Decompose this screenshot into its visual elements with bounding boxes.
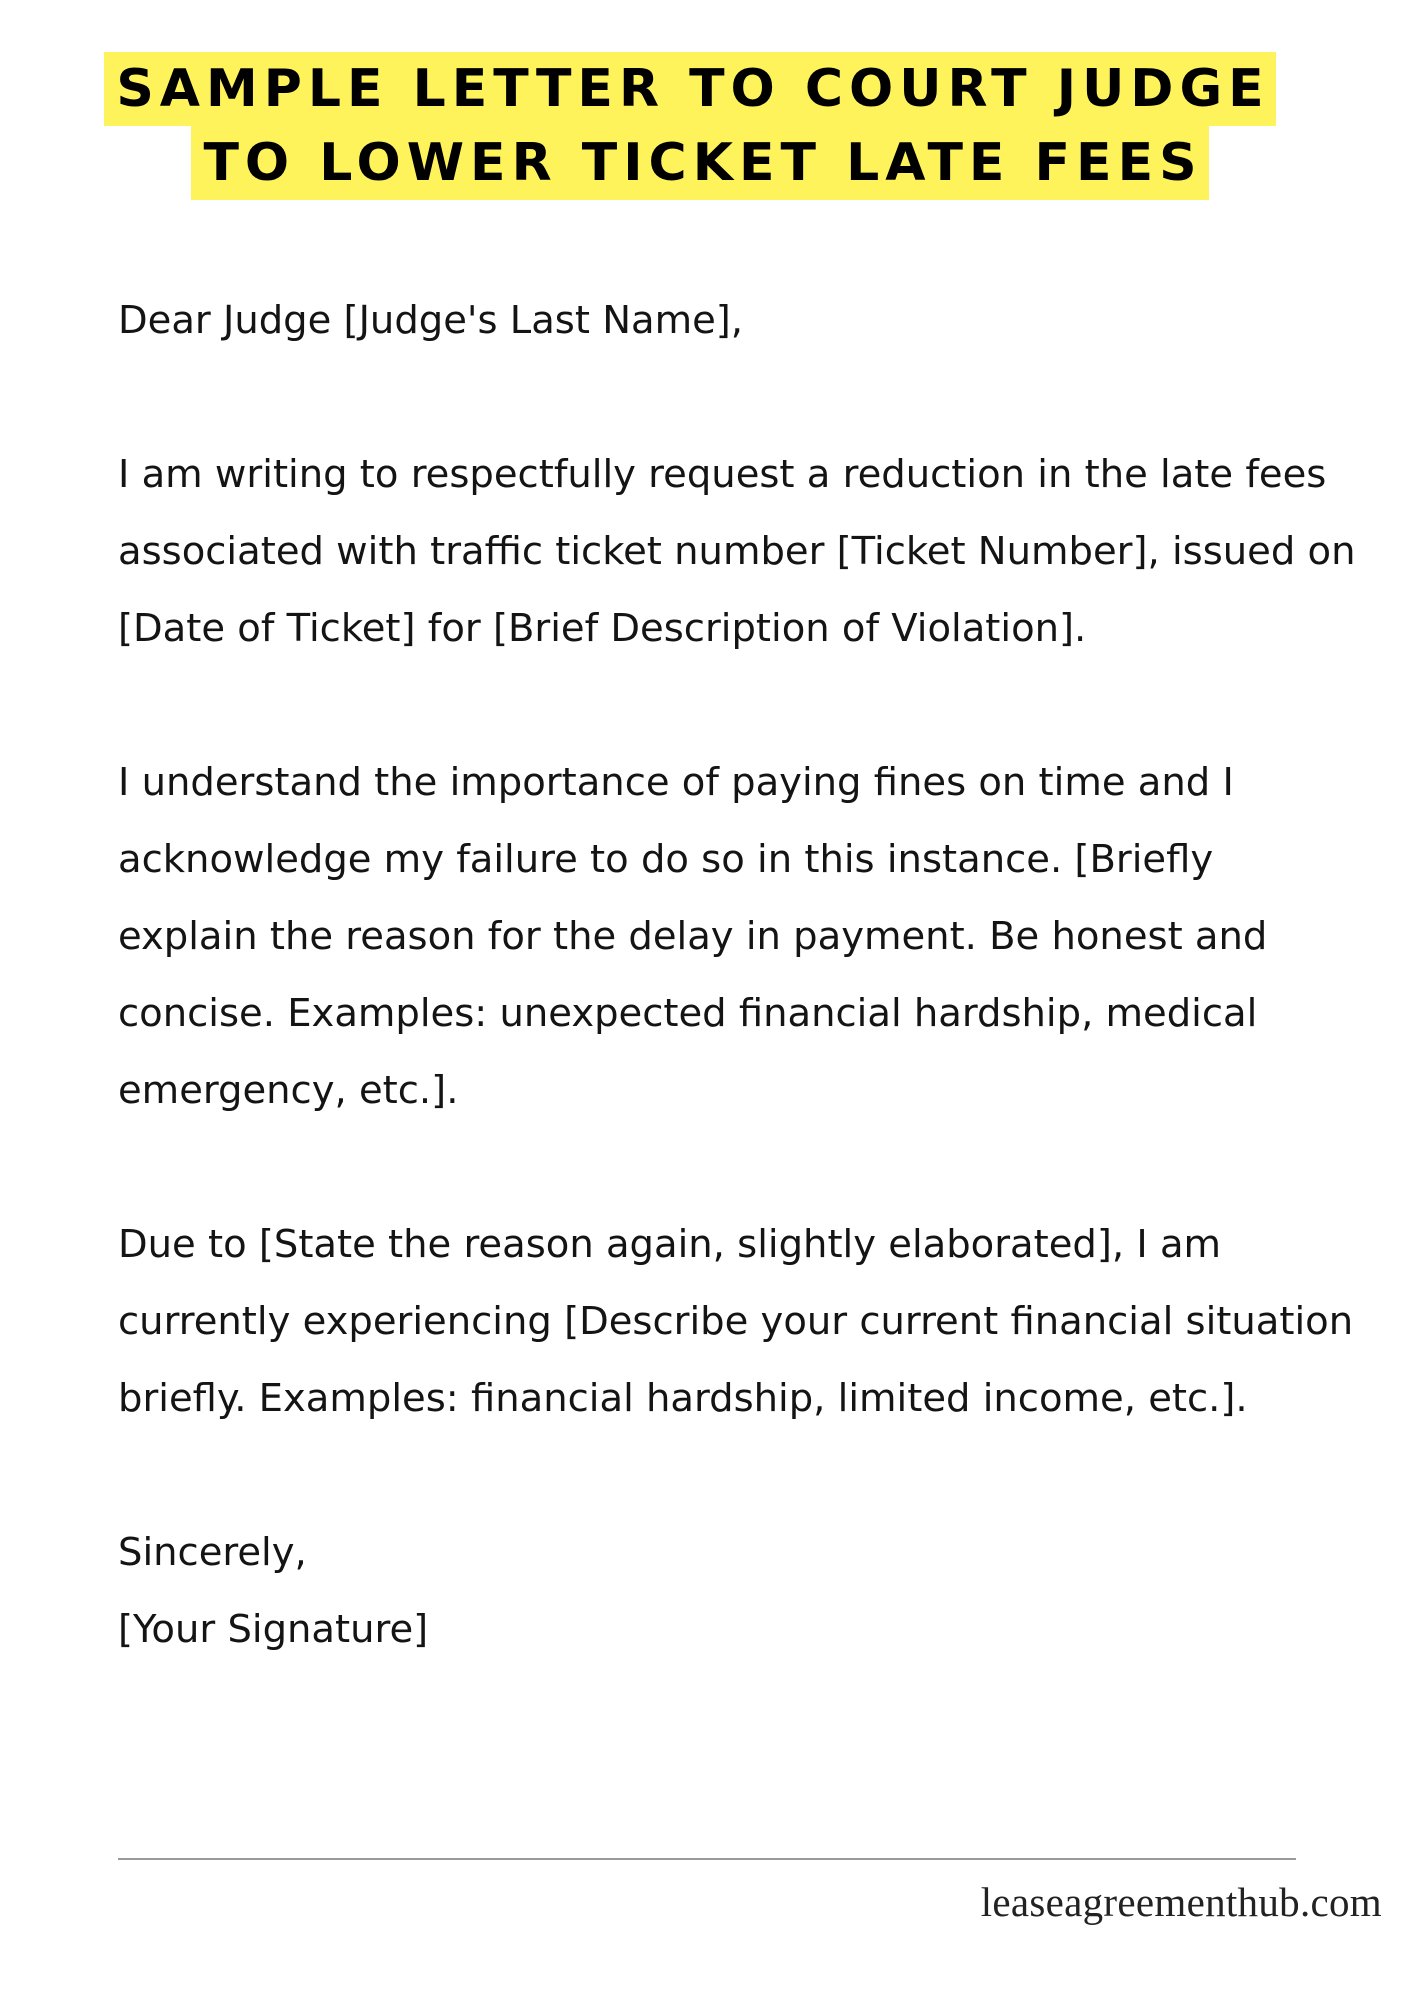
paragraph-acknowledgement: I understand the importance of paying fines on time and I acknowledge my failure to do so in this instance. [Briefly explain the reason for the delay in payment. Be honest and concise. Examples: unexpected financial hardship, medical emergency, etc.]. [118, 760, 1268, 1113]
paragraph-gap [118, 1129, 1358, 1206]
document-title [0, 52, 1414, 200]
paragraph-financial-situation: Due to [State the reason again, slightly elaborated], I am currently experiencing [Describe your current financial situation briefly. Examples: financial hardship, limited income, etc.]. [118, 1222, 1354, 1421]
paragraph-request: I am writing to respectfully request a reduction in the late fees associated with traffic ticket number [Ticket Number], issued on [Date of Ticket] for [Brief Description of Violation]. [118, 452, 1356, 651]
salutation: Dear Judge [Judge's Last Name], [118, 298, 744, 343]
title-line-2: TO LOWER TICKET LATE FEES [191, 126, 1208, 200]
closing: Sincerely, [118, 1530, 307, 1575]
paragraph-gap [118, 1437, 1358, 1514]
letter-body [118, 282, 1358, 1668]
website-brand: leaseagreementhub.com [980, 1879, 1382, 1925]
signature-placeholder: [Your Signature] [118, 1607, 429, 1652]
title-line-1: SAMPLE LETTER TO COURT JUDGE [104, 52, 1275, 126]
paragraph-gap [118, 667, 1358, 744]
footer-divider [118, 1858, 1296, 1860]
paragraph-gap [118, 359, 1358, 436]
